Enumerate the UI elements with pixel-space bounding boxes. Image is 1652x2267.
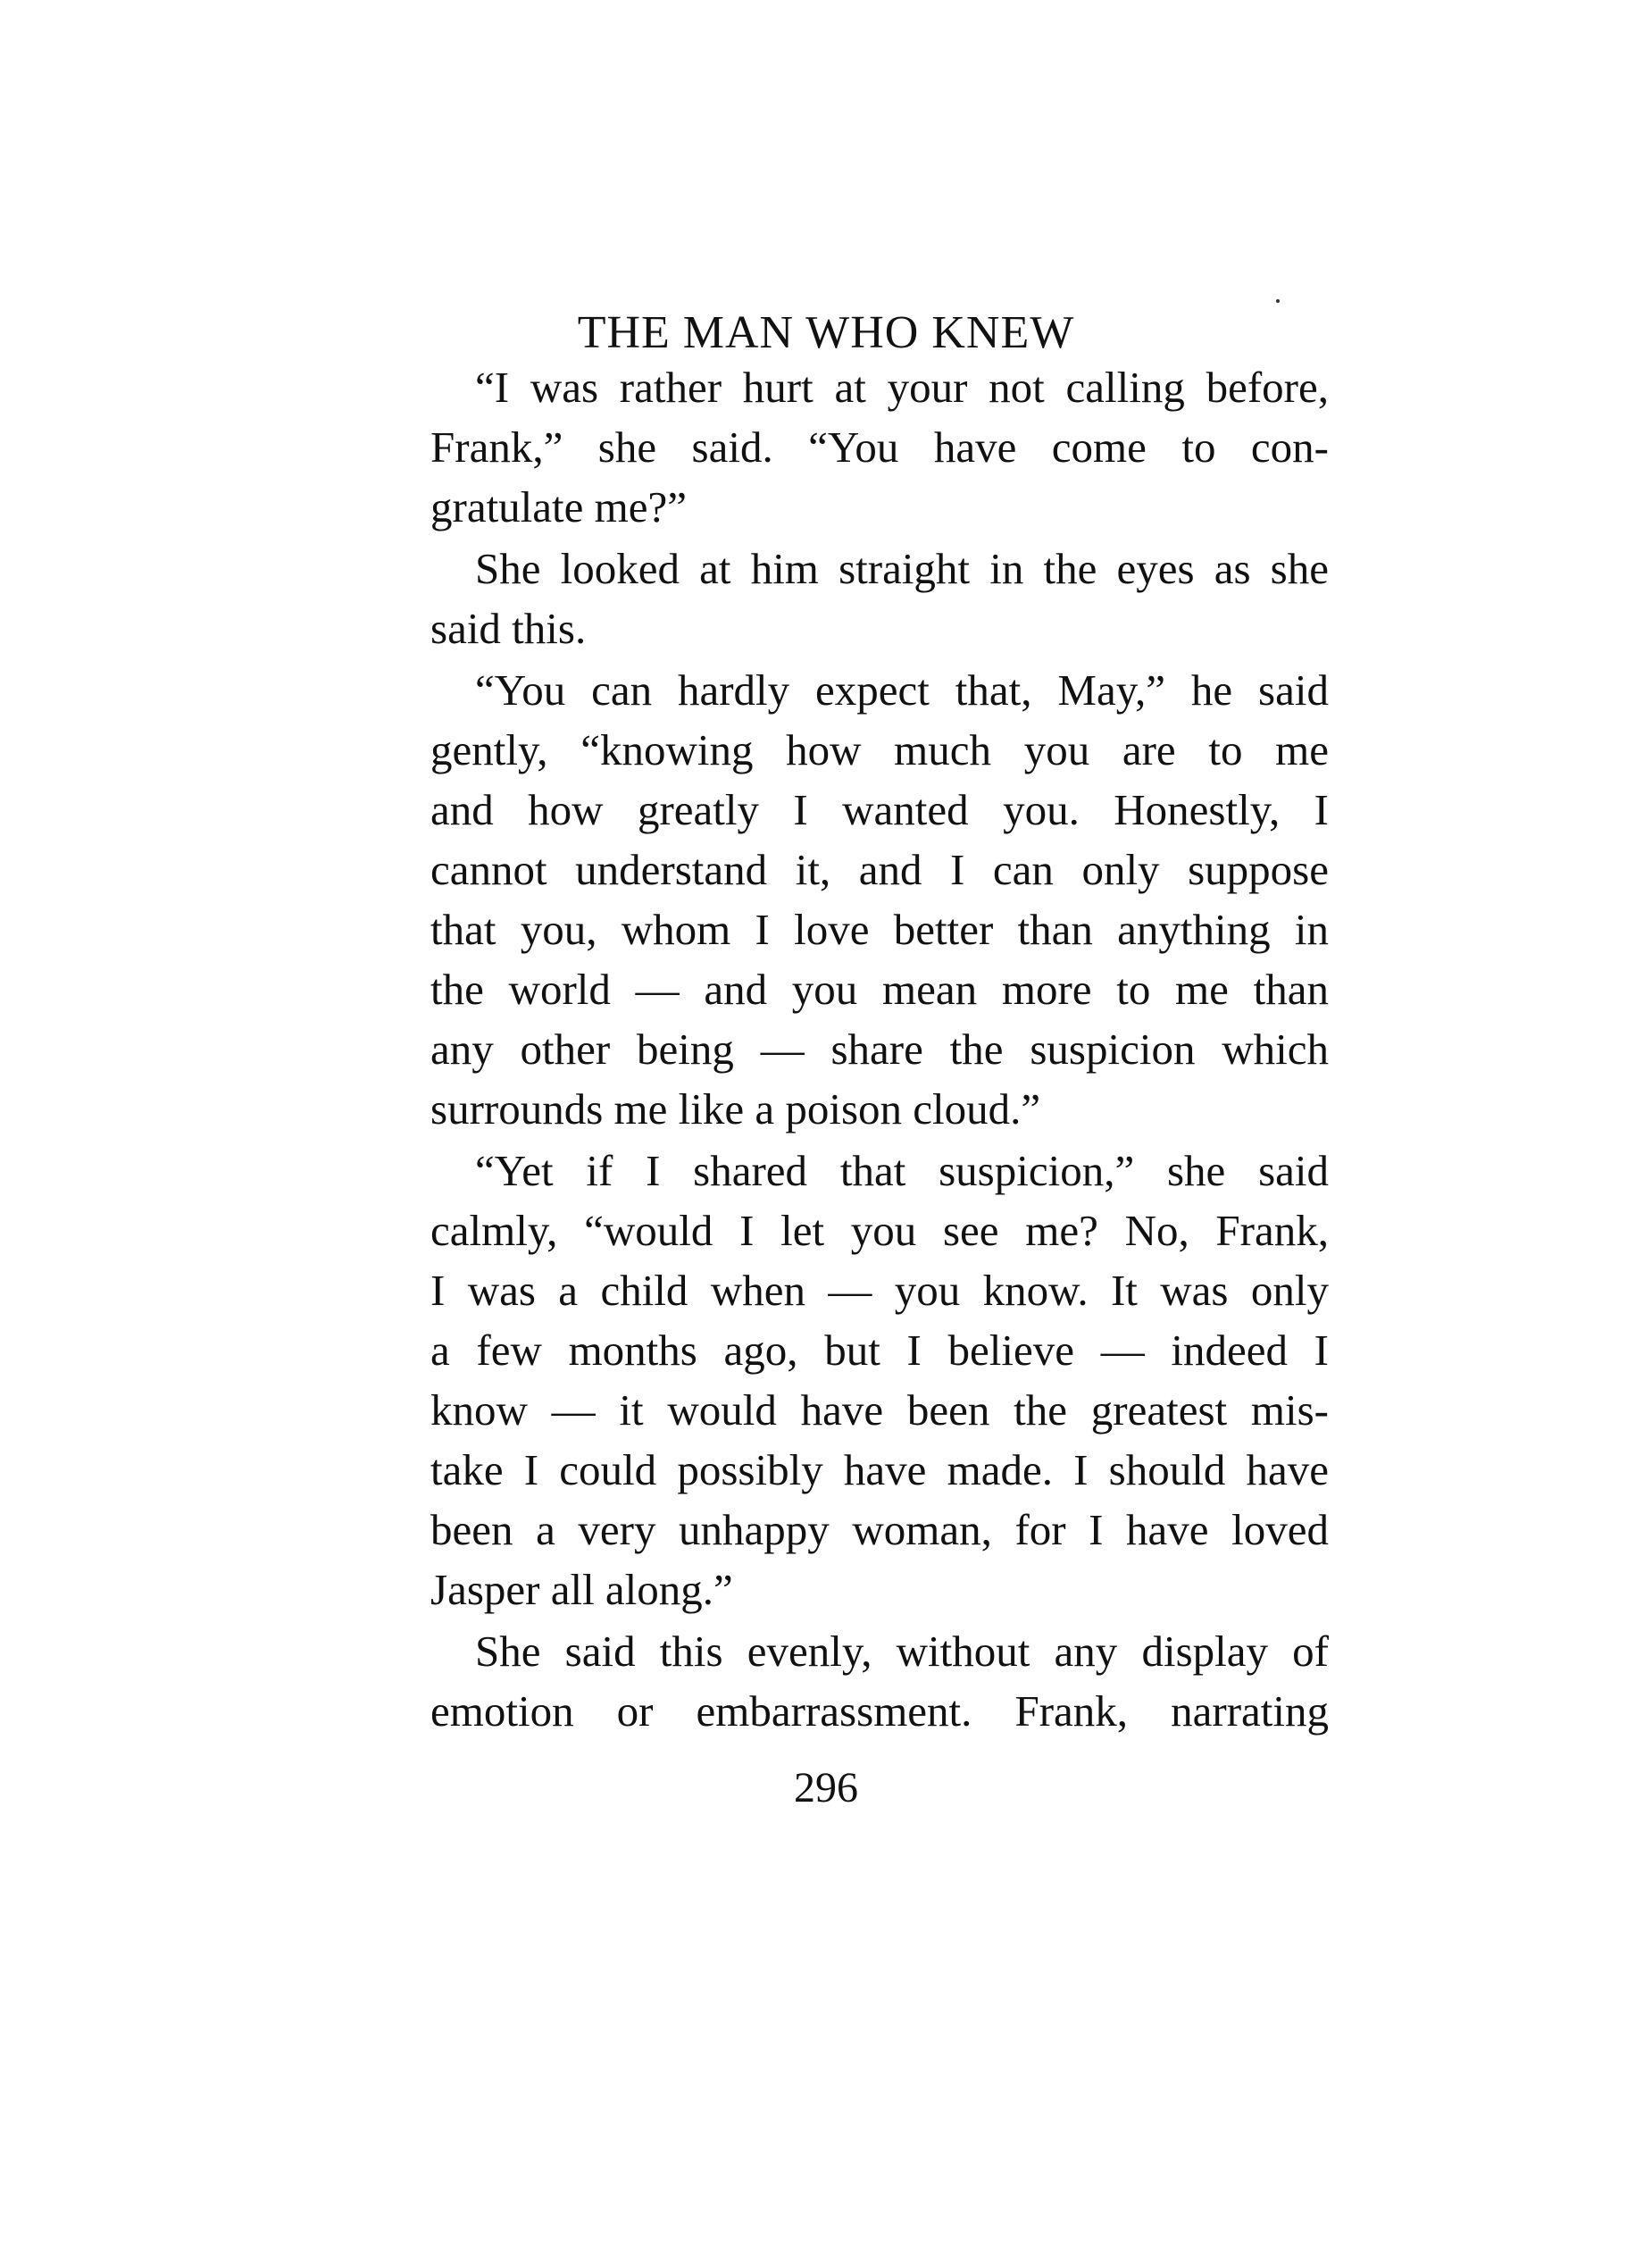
text-line: a few months ago, but I believe — indeed I xyxy=(430,1326,1329,1375)
text-line: gratulate me?” xyxy=(430,482,688,531)
text-line: She said this evenly, without any display of xyxy=(475,1627,1329,1676)
text-line: take I could possibly have made. I should have xyxy=(430,1445,1329,1494)
text-line: She looked at him straight in the eyes as she xyxy=(475,544,1329,593)
text-line: said this. xyxy=(430,604,587,653)
paragraph xyxy=(430,357,1329,537)
paragraph xyxy=(430,539,1329,658)
text-line: “Yet if I shared that suspicion,” she said xyxy=(475,1146,1329,1195)
paragraph xyxy=(430,1621,1329,1741)
text-line: “You can hardly expect that, May,” he said xyxy=(475,665,1329,715)
text-line: any other being — share the suspicion which xyxy=(430,1025,1329,1074)
text-line: gently, “knowing how much you are to me xyxy=(430,725,1329,774)
text-line: been a very unhappy woman, for I have loved xyxy=(430,1505,1329,1554)
paragraph xyxy=(430,660,1329,1139)
text-line: the world — and you mean more to me than xyxy=(430,965,1329,1014)
page-number: 296 xyxy=(794,1764,858,1811)
text-line: and how greatly I wanted you. Honestly, I xyxy=(430,785,1329,834)
body-text xyxy=(430,357,1329,1741)
text-line: emotion or embarrassment. Frank, narrating xyxy=(430,1686,1329,1736)
text-line: surrounds me like a poison cloud.” xyxy=(430,1084,1041,1134)
running-head: THE MAN WHO KNEW xyxy=(577,307,1075,358)
text-line: that you, whom I love better than anything in xyxy=(430,905,1329,954)
paragraph xyxy=(430,1141,1329,1619)
text-line: Frank,” she said. “You have come to con- xyxy=(430,422,1329,472)
text-line: Jasper all along.” xyxy=(430,1565,733,1614)
text-line: know — it would have been the greatest mis- xyxy=(430,1385,1329,1435)
text-line: “I was rather hurt at your not calling before, xyxy=(475,363,1329,412)
text-line: cannot understand it, and I can only suppose xyxy=(430,845,1329,894)
text-line: I was a child when — you know. It was only xyxy=(430,1266,1329,1315)
text-line: calmly, “would I let you see me? No, Frank, xyxy=(430,1206,1329,1255)
